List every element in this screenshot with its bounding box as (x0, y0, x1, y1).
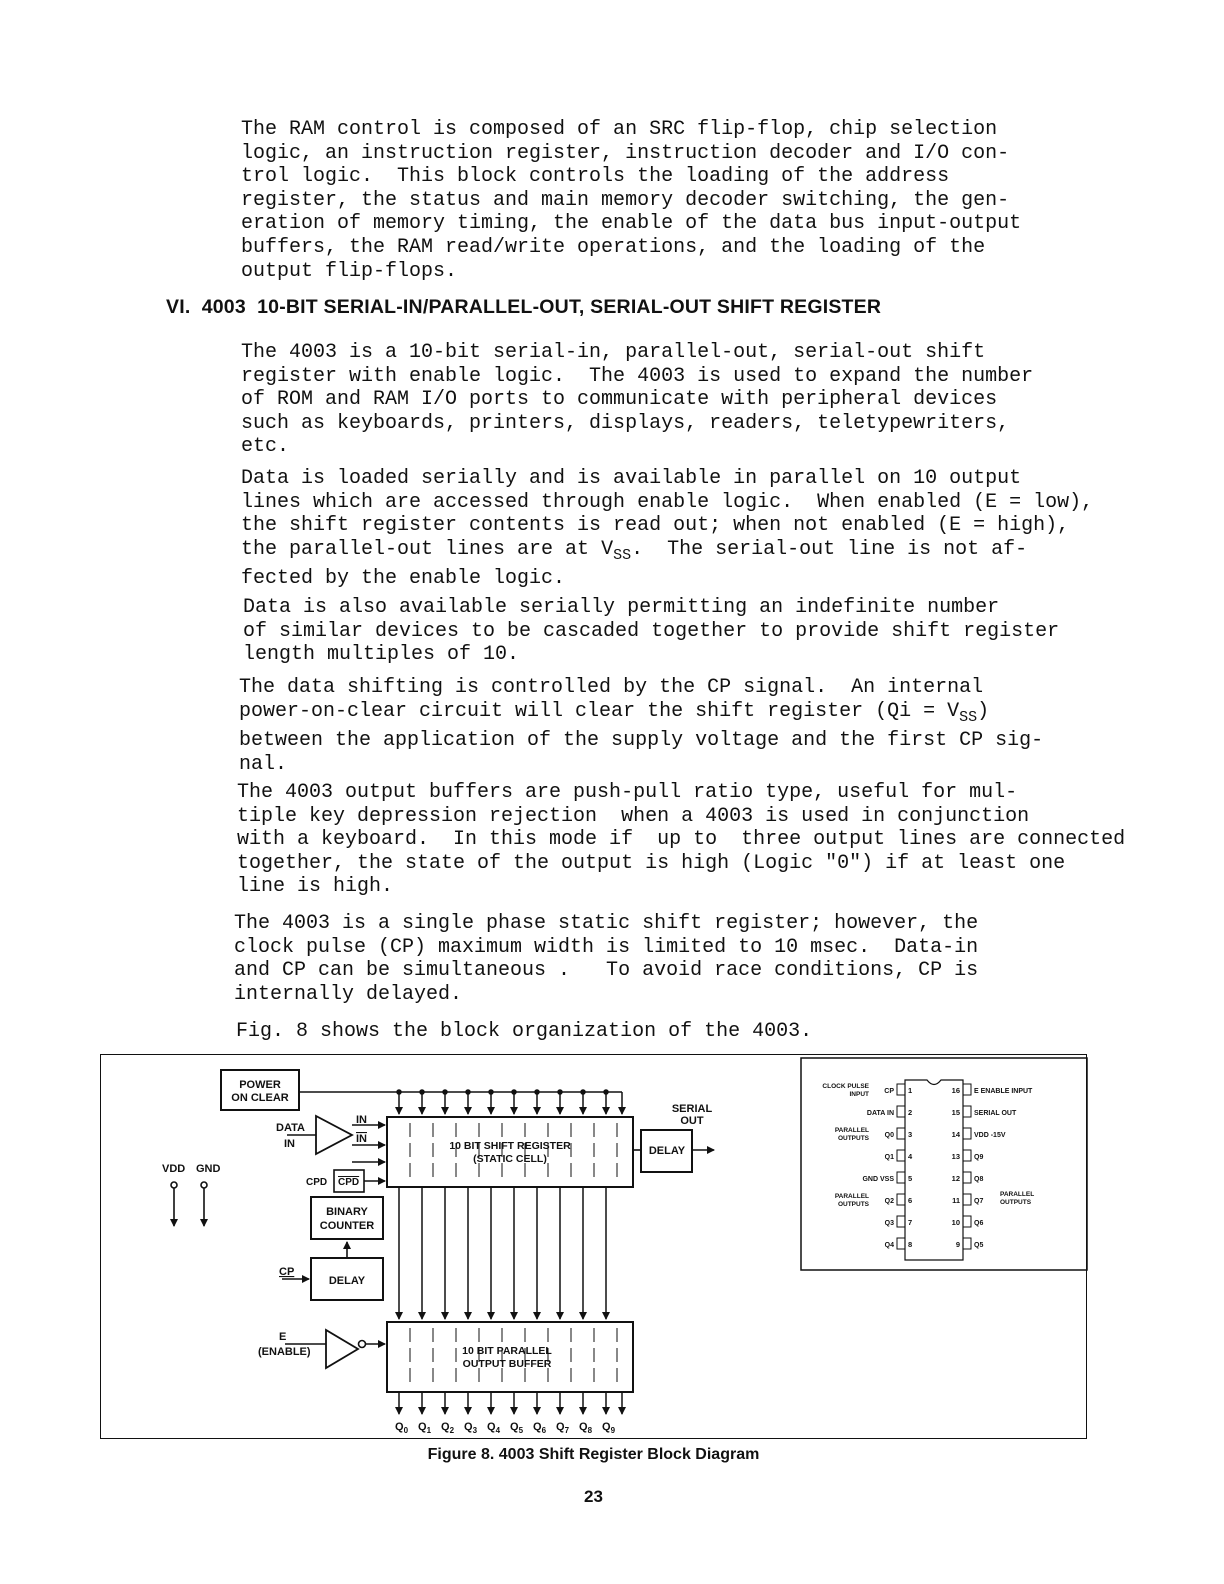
delay-right-label: DELAY (648, 1145, 686, 1157)
text-line: such as keyboards, printers, displays, readers, teletypewriters, (241, 411, 1010, 435)
text-line: of similar devices to be cascaded together to provide shift register (243, 619, 1060, 643)
text-line: and CP can be simultaneous . To avoid race conditions, CP is (234, 959, 979, 983)
text-line: The RAM control is composed of an SRC flip-flop, chip selection (241, 118, 998, 141)
text-line: output flip-flops. (241, 259, 458, 283)
pin-16 (963, 1084, 971, 1095)
pin-name: CP (884, 1088, 894, 1095)
pin-number: 9 (955, 1240, 960, 1249)
shift-register-label-1: 10 BIT SHIFT REGISTER (449, 1140, 571, 1152)
pin-11 (963, 1194, 971, 1205)
pin-name: Q5 (974, 1242, 984, 1249)
pin-group: PARALLEL (834, 1193, 869, 1200)
parallel-buffer-label-2: OUTPUT BUFFER (462, 1358, 552, 1370)
dip-package (905, 1080, 963, 1260)
pin-number: 4 (908, 1152, 913, 1161)
pin-group: CLOCK PULSE (822, 1083, 869, 1090)
output-label-q6: $Q_6$ (533, 1421, 547, 1435)
pin-10 (963, 1216, 971, 1227)
text-line: clock pulse (CP) maximum width is limited to 10 msec. Data-in (234, 935, 979, 959)
pin-3 (897, 1128, 905, 1139)
pin-name: Q7 (974, 1198, 984, 1205)
data-in-label-1: DATA (276, 1122, 305, 1134)
text-line: fected by the enable logic. (241, 567, 566, 591)
pin-name: Q4 (884, 1242, 894, 1249)
output-label-q8: $Q_8$ (579, 1421, 593, 1435)
pin-group: OUTPUTS (1000, 1199, 1032, 1206)
pin-group: OUTPUTS (837, 1135, 869, 1142)
serial-out-label-1: SERIAL (671, 1103, 713, 1115)
pin-7 (897, 1216, 905, 1227)
pin-number: 2 (908, 1108, 913, 1117)
section-title: 4003 10-BIT SERIAL-IN/PARALLEL-OUT, SERIAL-OUT SHIFT REGISTER (201, 296, 882, 318)
text-line: power-on-clear circuit will clear the shift register $(Qi = V_{SS})$ (239, 699, 990, 726)
output-label-q4: $Q_4$ (487, 1421, 501, 1435)
pin-name: Q6 (974, 1220, 984, 1227)
binary-counter-label-2: COUNTER (319, 1220, 375, 1232)
cp-label: CP (279, 1266, 295, 1278)
output-label-q2: $Q_2$ (441, 1421, 455, 1435)
text-line: internally delayed. (234, 982, 463, 1006)
text-line: logic, an instruction register, instruction decoder and I/O con- (241, 141, 1010, 165)
enable-label-2: (ENABLE) (258, 1346, 311, 1358)
text-line: the shift register contents is read out; when not enabled (E = high), (241, 514, 1070, 538)
text-line: etc. (241, 435, 290, 459)
pin-5 (897, 1172, 905, 1183)
output-label-q7: $Q_7$ (556, 1421, 570, 1435)
pin-number: 8 (908, 1240, 913, 1249)
pin-8 (897, 1238, 905, 1249)
pin-number: 14 (951, 1130, 960, 1139)
pin-name: DATA IN (866, 1110, 894, 1117)
text-line: with a keyboard. In this mode if up to three output lines are connected (237, 828, 1126, 852)
text-line: the parallel-out lines are at $V_{SS}$. The serial-out line is not af- (241, 537, 1028, 564)
pin-name: Q1 (884, 1154, 894, 1161)
pin-name: GND VSS (862, 1176, 894, 1183)
pin-name: E ENABLE INPUT (974, 1088, 1033, 1095)
pin-group: PARALLEL (834, 1127, 869, 1134)
pin-number: 7 (908, 1218, 913, 1227)
enable-label-1: E (279, 1331, 287, 1343)
pin-4 (897, 1150, 905, 1161)
pin-number: 12 (951, 1174, 960, 1183)
section-number: VI. (166, 296, 191, 318)
pin-number: 11 (952, 1196, 960, 1205)
text-line: register, the status and main memory decoder switching, the gen- (241, 188, 1010, 212)
pin-6 (897, 1194, 905, 1205)
pin-group: PARALLEL (1000, 1191, 1035, 1198)
text-line: Data is loaded serially and is available in parallel on 10 output (241, 467, 1022, 490)
pin-name: Q8 (974, 1176, 984, 1183)
pin-name: Q3 (884, 1220, 894, 1227)
pin-12 (963, 1172, 971, 1183)
poc-label-1: POWER (239, 1079, 281, 1091)
pin-name: Q0 (884, 1132, 894, 1139)
parallel-buffer-label-1: 10 BIT PARALLEL (462, 1345, 552, 1357)
pin-number: 5 (908, 1174, 913, 1183)
text-line: together, the state of the output is high (Logic "0") if at least one (237, 851, 1066, 875)
data-in-label-2: IN (284, 1138, 295, 1150)
text-line: length multiples of 10. (243, 643, 520, 667)
pin-number: 10 (951, 1218, 960, 1227)
pin-number: 15 (951, 1108, 960, 1117)
binary-counter-label-1: BINARY (326, 1206, 368, 1218)
pin-9 (963, 1238, 971, 1249)
pin-1 (897, 1084, 905, 1095)
text-line: lines which are accessed through enable logic. When enabled (E = low), (241, 490, 1094, 514)
pin-group: INPUT (849, 1091, 869, 1098)
text-line: line is high. (237, 875, 394, 899)
text-line: Data is also available serially permitting an indefinite number (243, 596, 1000, 619)
in-label: IN (356, 1114, 367, 1126)
vdd-label: VDD (162, 1163, 186, 1175)
pin-name: Q9 (974, 1154, 984, 1161)
serial-out-label-2: OUT (680, 1115, 704, 1127)
text-line: trol logic. This block controls the loading of the address (241, 165, 950, 189)
output-label-q1: $Q_1$ (418, 1421, 432, 1435)
text-line: The data shifting is controlled by the CP signal. An internal (239, 676, 984, 699)
pin-15 (963, 1106, 971, 1117)
pin-name: SERIAL OUT (974, 1110, 1017, 1117)
output-label-q9: $Q_9$ (602, 1421, 616, 1435)
pin-number: 3 (908, 1130, 913, 1139)
output-label-q5: $Q_5$ (510, 1421, 524, 1435)
cpd-bar-label: CPD (338, 1177, 360, 1188)
text-line: nal. (239, 752, 288, 776)
pin-14 (963, 1128, 971, 1139)
cpd-label: CPD (306, 1177, 328, 1188)
text-line: The 4003 is a single phase static shift register; however, the (234, 912, 979, 935)
output-label-q0: $Q_0$ (395, 1421, 409, 1435)
text-line: The 4003 is a 10-bit serial-in, parallel-out, serial-out shift (241, 341, 986, 364)
text-line: tiple key depression rejection when a 4003 is used in conjunction (237, 804, 1030, 828)
pin-number: 13 (951, 1152, 960, 1161)
figure-caption: Figure 8. 4003 Shift Register Block Diagram (427, 1446, 760, 1463)
pin-name: Q2 (884, 1198, 894, 1205)
pin-number: 1 (908, 1086, 913, 1095)
output-label-q3: $Q_3$ (464, 1421, 478, 1435)
shift-register-label-2: (STATIC CELL) (473, 1153, 547, 1165)
pin-number: 6 (908, 1196, 913, 1205)
in-bar-label: IN (356, 1133, 367, 1145)
pin-2 (897, 1106, 905, 1117)
page-number: 23 (584, 1487, 603, 1506)
text-line: register with enable logic. The 4003 is used to expand the number (241, 364, 1034, 388)
text-line: eration of memory timing, the enable of the data bus input-output (241, 212, 1022, 236)
text-line: between the application of the supply voltage and the first CP sig- (239, 729, 1044, 753)
poc-label-2: ON CLEAR (231, 1092, 289, 1104)
text-line: Fig. 8 shows the block organization of the 4003. (236, 1020, 813, 1043)
pin-name: VDD -15V (974, 1132, 1006, 1139)
text-line: of ROM and RAM I/O ports to communicate with peripheral devices (241, 388, 998, 412)
delay-bottom-label: DELAY (328, 1275, 366, 1287)
pin-number: 16 (951, 1086, 960, 1095)
pin-13 (963, 1150, 971, 1161)
gnd-label: GND (196, 1163, 221, 1175)
pin-group: OUTPUTS (837, 1201, 869, 1208)
text-line: The 4003 output buffers are push-pull ratio type, useful for mul- (237, 781, 1018, 804)
text-line: buffers, the RAM read/write operations, and the loading of the (241, 235, 986, 259)
